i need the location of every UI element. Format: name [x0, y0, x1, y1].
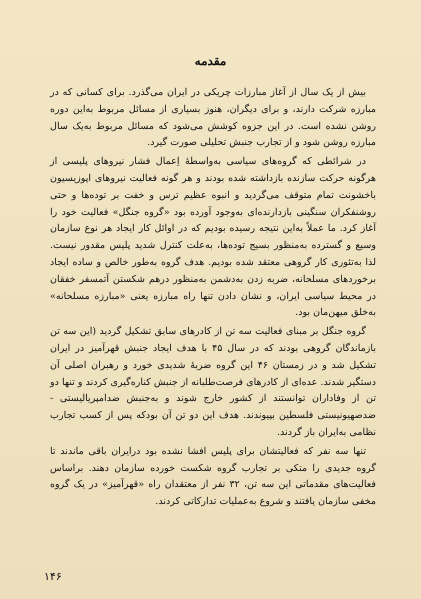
- paragraph: گروه جنگل بر مبنای فعالیت سه تن از کادرهای سابق تشکیل گردید (این سه تن بازماندگان گروهی بودند که در سال ۴۵ با هدف ایجاد جنبش قهرآمیز در ایران تشکیل شد و در زمستان ۴۶ این گروه ضربهٔ شدیدی خورد و رهبران اصلی آن دستگیر شدند. عده‌ای از کادرهای فرصت‌طلبانه از جنبش کناره‌گیری کردند و تنها دو تن از وفاداران توانستند از کشور خارج شوند و به‌جنبش ضدامپریالیستی - ضدصهیونیستی فلسطین بپیوندند. هدف این دو تن آن بودکه پس از کسب تجارب نظامی به‌ایران باز گردند.: [49, 326, 376, 438]
- page-title: مقدمه: [194, 54, 227, 68]
- paragraph: در شرائطی که گروه‌های سیاسی به‌واسطهٔ اِعمال فشار نیروهای پلیسی از هرگونه حرکت سازنده بازداشته شده بودند و هر گونه فعالیت نیروهای اپوزیسیون باخشونت تمام متوقف می‌گردید و انبوه عظیم ترس و خفت بر توده‌ها و حتی روشنفکران سنگینی بازدارنده‌ای به‌وجود آورده بود «گروه جنگل» فعالیت خود را آغاز کرد. ما عملاً به‌این نتیجه رسیده بودیم که در اوائل کار ایجاد هر نوع سازمان وسیع و گسترده به‌منظور بسیج توده‌ها، به‌علت کنترل شدید پلیس مقدور نیست. لذا به‌تئوری کار گروهی معتقد شده بودیم. هدف گروه به‌طور خالص و ساده ایجاد برخوردهای مسلحانه، ضربه زدن به‌دشمن به‌منظور درهم شکستن آتمسفر خفقان در محیط سیاسی ایران، و نشان دادن تنها راه مبارزه یعنی «مبارزه مسلحانه» به‌خلق میهن‌مان بود.: [50, 156, 376, 319]
- paragraph: بیش از یک سال از آغاز مبارزات چریکی در ایران می‌گذرد. برای کسانی که در مبارزه شرکت دارند، و برای دیگران، هنوز بسیاری از مسائل مربوط به‌این دوره روشن نشده است. در این جزوه کوشش می‌شود که مسائل مربوط به‌یک سال مبارزه روشن شود و از تجارب جنبش تحلیلی صورت گیرد.: [50, 87, 376, 149]
- body-text: [50, 85, 376, 513]
- page-number: ۱۴۶: [44, 570, 62, 583]
- paragraph: تنها سه نفر که فعالیتشان برای پلیس افشا نشده بود درایران باقی ماندند تا گروه جدیدی را متکی بر تجارب گروه شکست خورده سازمان دهند. براساس فعالیت‌های مقدماتی این سه تن، ۳۲ نفر از معتقدان راه «قهرآمیز» در یک گروه مخفی سازمان یافتند و شروع به‌عملیات تدارکاتی کردند.: [50, 445, 376, 508]
